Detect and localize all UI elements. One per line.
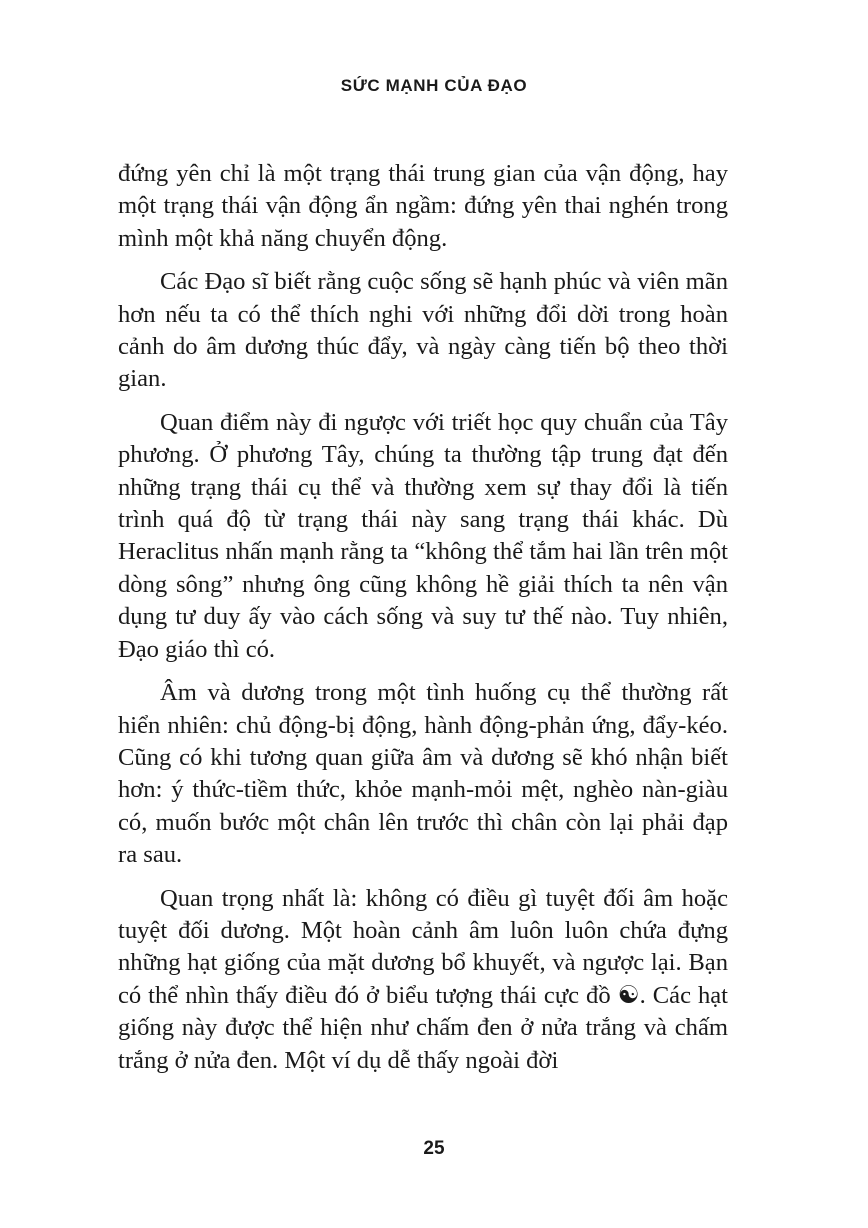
paragraph-3: Quan điểm này đi ngược với triết học quy chuẩn của Tây phương. Ở phương Tây, chúng ta thường tập trung đạt đến những trạng thái cụ thể và thường xem sự thay đổi là tiến trình quá độ từ trạng thái này sang trạng thái khác. Dù Heraclitus nhấn mạnh rằng ta “không thể tắm hai lần trên một dòng sông” nhưng ông cũng không hề giải thích ta nên vận dụng tư duy ấy vào cách sống và suy tư thế nào. Tuy nhiên, Đạo giáo thì có. <box>118 408 728 663</box>
paragraph-2: Các Đạo sĩ biết rằng cuộc sống sẽ hạnh phúc và viên mãn hơn nếu ta có thể thích nghi với những đổi dời trong hoàn cảnh do âm dương thúc đẩy, và ngày càng tiến bộ theo thời gian. <box>118 268 728 393</box>
paragraph-5: Quan trọng nhất là: không có điều gì tuyệt đối âm hoặc tuyệt đối dương. Một hoàn cảnh âm luôn luôn chứa đựng những hạt giống của mặt dương bổ khuyết, và ngược lại. Bạn có thể nhìn thấy điều đó ở biểu tượng thái cực đồ ☯. Các hạt giống này được thể hiện như chấm đen ở nửa trắng và chấm trắng ở nửa đen. Một ví dụ dễ thấy ngoài đời <box>118 884 728 1074</box>
paragraph-4: Âm và dương trong một tình huống cụ thể thường rất hiển nhiên: chủ động-bị động, hành động-phản ứng, đẩy-kéo. Cũng có khi tương quan giữa âm và dương sẽ khó nhận biết hơn: ý thức-tiềm thức, khỏe mạnh-mỏi mệt, nghèo nàn-giàu có, muốn bước một chân lên trước thì chân còn lại phải đạp ra sau. <box>118 679 728 869</box>
running-header-title: SỨC MẠNH CỦA ĐẠO <box>340 76 528 95</box>
paragraph-1: đứng yên chỉ là một trạng thái trung gian của vận động, hay một trạng thái vận động ẩn ngầm: đứng yên thai nghén trong mình một khả năng chuyển động. <box>118 160 728 252</box>
body-text <box>118 158 728 1088</box>
page-number: 25 <box>423 1138 445 1159</box>
